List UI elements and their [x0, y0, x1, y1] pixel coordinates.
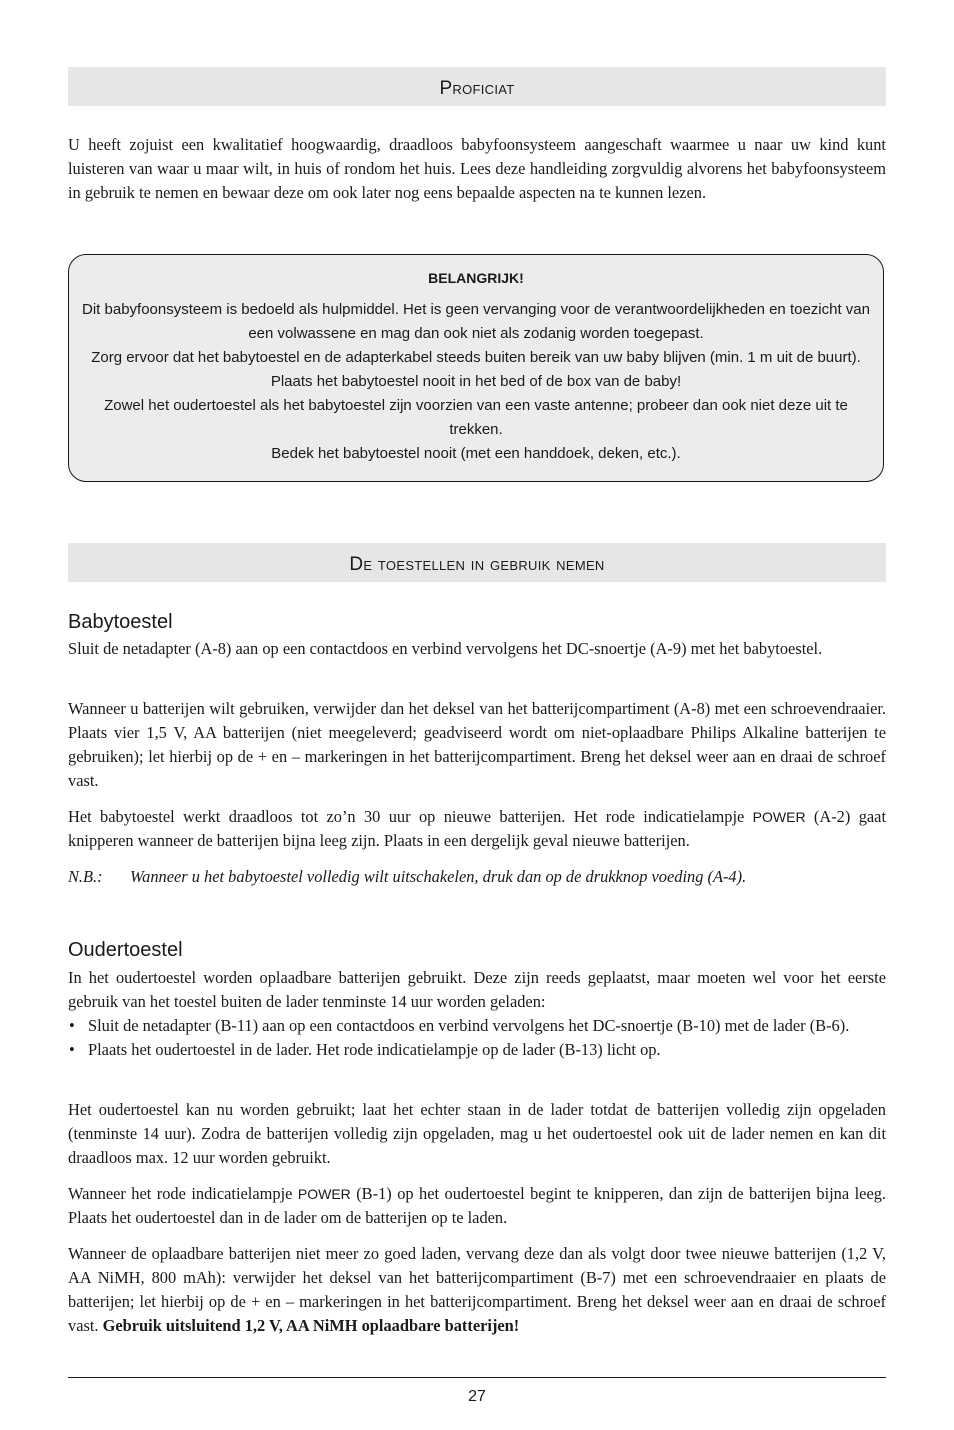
power-label: POWER: [297, 1186, 351, 1202]
oudertoestel-paragraph-3: [68, 1182, 886, 1230]
oudertoestel-paragraph-4: [68, 1242, 886, 1338]
power-label: POWER: [752, 809, 806, 825]
nb-label: N.B.:: [68, 867, 103, 886]
section-title-in-gebruik-nemen: De toestellen in gebruik nemen: [68, 543, 886, 582]
list-item-text: Sluit de netadapter (B-11) aan op een contactdoos en verbind vervolgens het DC-snoertje (B-10) met de lader (B-6).: [88, 1016, 850, 1035]
text-run: (B-1) op het oudertoestel begint te knipperen, dan zijn de batterijen bijna leeg. Plaats het oudertoestel dan in de lader om de batterijen op te laden.: [68, 1184, 887, 1227]
notice-line: Bedek het babytoestel nooit (met een handdoek, deken, etc.).: [271, 445, 681, 462]
list-item: [68, 1014, 886, 1038]
babytoestel-paragraph-3: [68, 805, 886, 853]
bullet-icon: •: [69, 1016, 75, 1035]
text-run: Wanneer het rode indicatielampje: [68, 1184, 298, 1203]
oudertoestel-paragraph-1: In het oudertoestel worden oplaadbare batterijen gebruikt. Deze zijn reeds geplaatst, maar moeten wel voor het eerste gebruik van het toestel buiten de lader tenminste 14 uur worden geladen:: [68, 968, 886, 1011]
oudertoestel-heading: Oudertoestel: [68, 939, 183, 961]
footer-divider: [68, 1377, 886, 1378]
nb-text: Wanneer u het babytoestel volledig wilt uitschakelen, druk dan op de drukknop voeding (A-4).: [130, 867, 747, 886]
text-run: Het babytoestel werkt draadloos tot zo’n 30 uur op nieuwe batterijen. Het rode indicatielampje: [68, 807, 753, 826]
babytoestel-heading: Babytoestel: [68, 611, 173, 633]
list-item-text: Plaats het oudertoestel in de lader. Het rode indicatielampje op de lader (B-13) licht op.: [88, 1040, 661, 1059]
notice-line: Zowel het oudertoestel als het babytoestel zijn voorzien van een vaste antenne; probeer dan ook niet deze uit te trekken.: [104, 397, 848, 438]
section-title-proficiat: Proficiat: [68, 67, 886, 106]
page-number: 27: [468, 1388, 486, 1405]
babytoestel-paragraph-2: Wanneer u batterijen wilt gebruiken, verwijder dan het deksel van het batterijcompartiment (A-8) met een schroevendraaier. Plaats vier 1,5 V, AA batterijen (niet meegeleverd; geadviseerd wordt om niet-oplaadbare Philips Alkaline batterijen te gebruiken); let hierbij op de + en – markeringen in het batterijcompartiment. Breng het deksel weer aan en draai de schroef vast.: [68, 699, 886, 790]
text-run: Wanneer de oplaadbare batterijen niet meer zo goed laden, vervang deze dan als volgt door twee nieuwe batterijen (1,2 V, AA NiMH, 800 mAh): verwijder het deksel van het batterijcompartiment (B-7) met een schroevendraaier en plaats de batterijen; let hierbij op de + en – markeringen in het batterijcompartiment. Breng het deksel weer aan en draai de schroef vast.: [68, 1244, 886, 1335]
notice-line: Zorg ervoor dat het babytoestel en de adapterkabel steeds buiten bereik van uw baby blijven (min. 1 m uit de buurt). Plaats het babytoestel nooit in het bed of de box van de baby!: [91, 349, 861, 390]
notice-body: [81, 298, 871, 466]
list-item: [68, 1038, 886, 1062]
bullet-icon: •: [69, 1040, 75, 1059]
text-run: (A-2) gaat knipperen wanneer de batterijen bijna leeg zijn. Plaats in een dergelijk geval nieuwe batterijen.: [68, 807, 886, 850]
intro-paragraph: U heeft zojuist een kwalitatief hoogwaardig, draadloos babyfoonsysteem aangeschaft waarmee u naar uw kind kunt luisteren van waar u maar wilt, in huis of rondom het huis. Lees deze handleiding zorgvuldig alvorens het babyfoonsysteem in gebruik te nemen en bewaar deze om ook later nog eens bepaalde aspecten na te kunnen lezen.: [68, 135, 886, 202]
battery-warning: Gebruik uitsluitend 1,2 V, AA NiMH oplaadbare batterijen!: [102, 1316, 520, 1335]
babytoestel-paragraph-1: Sluit de netadapter (A-8) aan op een contactdoos en verbind vervolgens het DC-snoertje (A-9) met het babytoestel.: [68, 639, 823, 658]
notice-line: Dit babyfoonsysteem is bedoeld als hulpmiddel. Het is geen vervanging voor de verantwoordelijkheden en toezicht van een volwassene en mag dan ook niet als zodanig worden toegepast.: [82, 301, 870, 342]
oudertoestel-paragraph-2: Het oudertoestel kan nu worden gebruikt; laat het echter staan in de lader totdat de batterijen volledig zijn opgeladen (tenminste 14 uur). Zodra de batterijen volledig zijn opgeladen, mag u het oudertoestel ook uit de lader nemen en kan dit draadloos max. 12 uur worden gebruikt.: [68, 1100, 886, 1167]
notice-title: BELANGRIJK!: [428, 270, 524, 286]
oudertoestel-bullet-list: [68, 1014, 886, 1062]
important-notice-box: [68, 254, 884, 482]
